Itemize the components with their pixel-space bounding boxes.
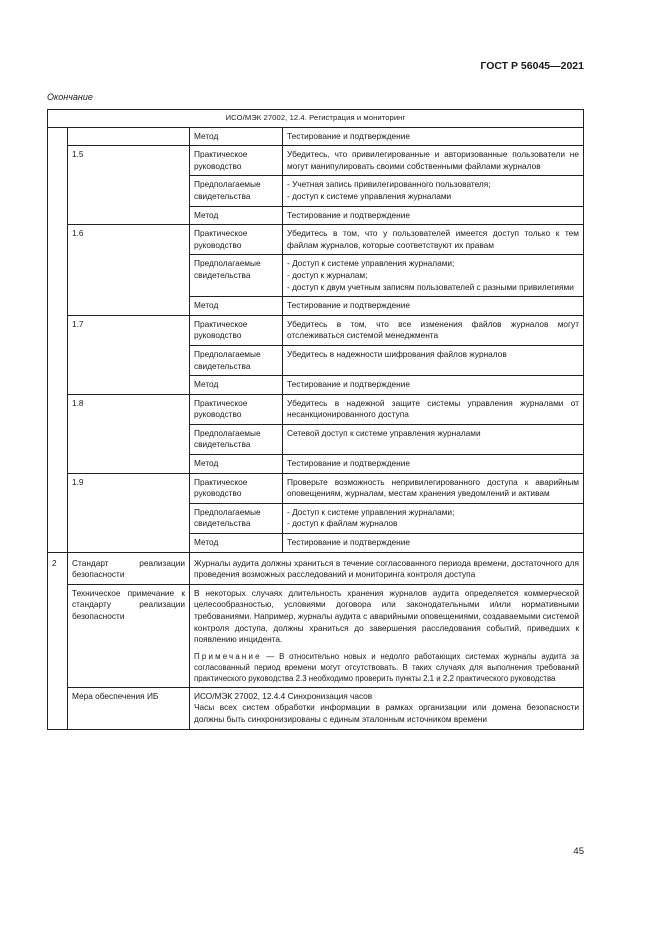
row-label: Метод — [190, 297, 283, 316]
table-row — [48, 552, 584, 584]
evidence-line: - Доступ к системе управления журналами; — [287, 506, 455, 517]
tech-note-text: В некоторых случаях длительность хранения журналов аудита определяется коммерческой целесообразностью, условиями договора или законодательными и/или нормативными требованиями. Например, журналы аудита с аварийными оповещениями, создаваемыми системой контроля доступа, должны храниться до завершения расследования событий, приведших к появлению инцидента. — [194, 587, 579, 645]
table-row — [48, 315, 584, 345]
requirements-table — [47, 109, 584, 730]
row-value: Убедитесь в том, что все изменения файлов журналов могут отслеживаться системой менеджмента — [283, 315, 584, 345]
evidence-line: - Доступ к системе управления журналами; — [287, 258, 455, 269]
row-value: Журналы аудита должны храниться в течение согласованного периода времени, достаточного для проведения возможных расследований и мониторинга контроля доступа — [190, 552, 584, 584]
row-value: Тестирование и подтверждение — [283, 534, 584, 553]
note-text: — В относительно новых и недолго работающих системах журналы аудита за согласованный период времени могут отсутствовать. В таких случаях для выполнения требований практического руководства 2.3 необходимо проверить пункты 2.1 и 2.2 практического руководства — [194, 651, 579, 683]
page-number: 45 — [573, 846, 584, 857]
row-label: Практическое руководство — [190, 146, 283, 176]
standard-header: ГОСТ Р 56045—2021 — [480, 60, 584, 72]
row-value — [190, 687, 584, 729]
empty-cell — [68, 127, 190, 146]
row-value: Сетевой доступ к системе управления журналами — [283, 424, 584, 454]
table-title: ИСО/МЭК 27002, 12.4. Регистрация и мониторинг — [48, 110, 584, 128]
measure-ref: ИСО/МЭК 27002, 12.4.4 Синхронизация часов — [194, 690, 373, 701]
table-row — [48, 687, 584, 729]
empty-cell — [48, 127, 68, 552]
row-value — [283, 255, 584, 297]
item-number: 1.7 — [68, 315, 190, 394]
table-row — [48, 584, 584, 687]
table-row — [48, 225, 584, 255]
row-label: Предполагаемые свидетельства — [190, 424, 283, 454]
row-label: Практическое руководство — [190, 394, 283, 424]
table-row — [48, 394, 584, 424]
evidence-line: - доступ к системе управления журналами — [287, 190, 452, 201]
table-title-row — [48, 110, 584, 128]
evidence-line: - Учетная запись привилегированного пользователя; — [287, 179, 491, 190]
continuation-label: Окончание — [47, 92, 93, 102]
row-label: Стандарт реализации безопасности — [68, 552, 190, 584]
measure-text: Часы всех систем обработки информации в рамках организации или домена безопасности должны быть синхронизированы с единым эталонным источником времени — [194, 702, 579, 724]
evidence-line: - доступ к файлам журналов — [287, 518, 398, 529]
row-value — [283, 503, 584, 533]
row-label: Предполагаемые свидетельства — [190, 176, 283, 206]
evidence-line: - доступ к двум учетным записям пользователей с разными привилегиями — [287, 281, 574, 292]
row-value — [190, 584, 584, 687]
row-value: Тестирование и подтверждение — [283, 455, 584, 474]
note-label: Примечание — [194, 651, 262, 661]
row-value: Тестирование и подтверждение — [283, 376, 584, 395]
table-row — [48, 127, 584, 146]
item-number: 1.9 — [68, 473, 190, 552]
row-label: Метод — [190, 376, 283, 395]
row-label: Метод — [190, 455, 283, 474]
row-label: Метод — [190, 534, 283, 553]
row-value: Тестирование и подтверждение — [283, 206, 584, 225]
row-label: Метод — [190, 206, 283, 225]
row-label: Практическое руководство — [190, 473, 283, 503]
row-label: Техническое примечание к стандарту реализации безопасности — [68, 584, 190, 687]
row-label: Предполагаемые свидетельства — [190, 255, 283, 297]
row-value: Убедитесь в надежности шифрования файлов журналов — [283, 345, 584, 375]
row-label: Предполагаемые свидетельства — [190, 345, 283, 375]
row-label: Предполагаемые свидетельства — [190, 503, 283, 533]
row-value: Проверьте возможность непривилегированного доступа к аварийным оповещениям, журналам, местам хранения уведомлений и активам — [283, 473, 584, 503]
item-number: 1.8 — [68, 394, 190, 473]
item-number: 1.6 — [68, 225, 190, 316]
item-number: 2 — [48, 552, 68, 729]
row-value: Тестирование и подтверждение — [283, 297, 584, 316]
row-label: Мера обеспечения ИБ — [68, 687, 190, 729]
note-paragraph — [194, 651, 579, 684]
row-label: Практическое руководство — [190, 315, 283, 345]
row-value: Убедитесь в надежной защите системы управления журналами от несанкционированного доступа — [283, 394, 584, 424]
table-row — [48, 473, 584, 503]
row-value — [283, 176, 584, 206]
row-value: Тестирование и подтверждение — [283, 127, 584, 146]
row-value: Убедитесь в том, что у пользователей имеется доступ только к тем файлам журналов, которые соответствуют их правам — [283, 225, 584, 255]
row-value: Убедитесь, что привилегированные и авторизованные пользователи не могут манипулировать своими собственными файлами журналов — [283, 146, 584, 176]
item-number: 1.5 — [68, 146, 190, 225]
row-label: Метод — [190, 127, 283, 146]
evidence-line: - доступ к журналам; — [287, 269, 368, 280]
table-row — [48, 146, 584, 176]
row-label: Практическое руководство — [190, 225, 283, 255]
